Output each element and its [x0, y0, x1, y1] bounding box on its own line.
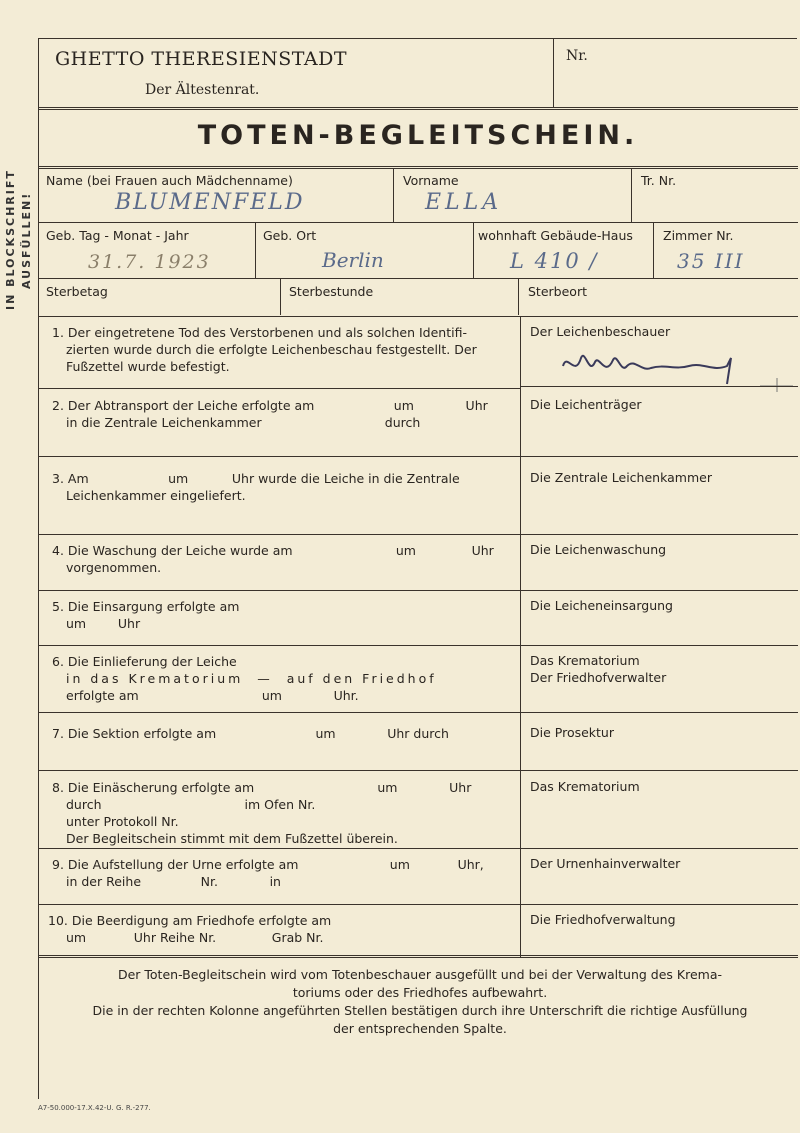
- rule: [38, 222, 798, 223]
- zimmer-value: 35 III: [677, 249, 745, 273]
- row-4-right: Die Leichenwaschung: [530, 542, 667, 557]
- name-label: Name (bei Frauen auch Mädchenname): [46, 173, 293, 188]
- row-5-right: Die Leicheneinsargung: [530, 598, 673, 613]
- footer-line-3: Die in der rechten Kolonne angeführten Stellen bestätigen durch ihre Unterschrift die richtige Ausfüllung: [92, 1003, 748, 1018]
- row-8-right: Das Krematorium: [530, 779, 640, 794]
- vorname-label: Vorname: [403, 173, 459, 188]
- footer-line-2: toriums oder des Friedhofes aufbewahrt.: [292, 985, 548, 1000]
- geb-tag-value: 31.7. 1923: [88, 251, 211, 273]
- zimmer-label: Zimmer Nr.: [663, 228, 734, 243]
- row-6-line-2: in das Krematorium — auf den Friedhof: [66, 671, 437, 686]
- name-value: BLUMENFELD: [115, 190, 305, 215]
- row-2-right: Die Leichenträger: [530, 397, 642, 412]
- row-1-line-2: zierten wurde durch die erfolgte Leichenbeschau festgestellt. Der: [66, 342, 477, 357]
- row-9-line-2: in der Reihe Nr. in: [66, 874, 281, 889]
- row-5-line-2: um Uhr: [66, 616, 141, 631]
- rule: [38, 590, 798, 591]
- header-subtitle: Der Ältestenrat.: [145, 82, 260, 98]
- header-nr-label: Nr.: [566, 48, 588, 64]
- row-3-line-2: Leichenkammer eingeliefert.: [66, 488, 246, 503]
- row-2-line-2: in die Zentrale Leichenkammer durch: [66, 415, 421, 430]
- header-title: GHETTO THERESIENSTADT: [55, 48, 348, 70]
- footer-line-1: Der Toten-Begleitschein wird vom Totenbeschauer ausgefüllt und bei der Verwaltung des Krema-: [117, 967, 723, 982]
- row-8-line-3: unter Protokoll Nr.: [66, 814, 179, 829]
- row-5-line-1: 5. Die Einsargung erfolgte am: [52, 599, 240, 614]
- rule: [38, 848, 798, 849]
- divider: [255, 223, 256, 278]
- wohnhaft-label: wohnhaft Gebäude-Haus: [478, 228, 633, 243]
- geb-ort-value: Berlin: [322, 248, 384, 272]
- row-8-line-2: durch im Ofen Nr.: [66, 797, 316, 812]
- row-7-line-1: 7. Die Sektion erfolgte am um Uhr durch: [52, 726, 449, 741]
- row-8-line-4: Der Begleitschein stimmt mit dem Fußzettel überein.: [66, 831, 398, 846]
- sterbestunde-label: Sterbestunde: [289, 284, 374, 299]
- rule: [38, 645, 798, 646]
- divider: [393, 168, 394, 222]
- print-code: A7-50.000-17.X.42-U. G. R.-277.: [38, 1104, 151, 1112]
- row-10-line-2: um Uhr Reihe Nr. Grab Nr.: [66, 930, 324, 945]
- row-10-right: Die Friedhofverwaltung: [530, 912, 676, 927]
- row-1-line-3: Fußzettel wurde befestigt.: [66, 359, 230, 374]
- divider: [473, 223, 474, 278]
- header-bottom-rule: [38, 107, 798, 110]
- divider: [631, 168, 632, 222]
- wohnhaft-value: L 410 /: [510, 249, 599, 273]
- rule: [38, 278, 798, 279]
- sidebar-instruction: [2, 155, 36, 325]
- row-4-line-1: 4. Die Waschung der Leiche wurde am um Uhr: [52, 543, 494, 558]
- sidebar-line-1: IN BLOCKSCHRIFT: [4, 169, 17, 311]
- footer-note: [60, 966, 780, 1038]
- geb-tag-label: Geb. Tag - Monat - Jahr: [46, 228, 189, 243]
- vorname-value: ELLA: [425, 190, 503, 215]
- row-3-line-1: 3. Am um Uhr wurde die Leiche in die Zentrale: [52, 471, 460, 486]
- rule: [520, 386, 798, 387]
- row-6-line-1: 6. Die Einlieferung der Leiche: [52, 654, 237, 669]
- rule: [38, 770, 798, 771]
- row-10-line-1: 10. Die Beerdigung am Friedhofe erfolgte am: [48, 913, 332, 928]
- row-6-right: Das Krematorium: [530, 653, 640, 668]
- row-6-right-2: Der Friedhofverwalter: [530, 670, 667, 685]
- row-3-right: Die Zentrale Leichenkammer: [530, 470, 712, 485]
- row-1-line-1: 1. Der eingetretene Tod des Verstorbenen und als solchen Identifi-: [52, 325, 467, 340]
- document-title: TOTEN-BEGLEITSCHEIN.: [197, 120, 639, 151]
- row-1-right: Der Leichenbeschauer: [530, 324, 671, 339]
- rule: [38, 712, 798, 713]
- row-6-line-3: erfolgte am um Uhr.: [66, 688, 359, 703]
- rule: [38, 534, 798, 535]
- geb-ort-label: Geb. Ort: [263, 228, 317, 243]
- row-2-line-1: 2. Der Abtransport der Leiche erfolgte am um Uhr: [52, 398, 488, 413]
- divider: [280, 279, 281, 315]
- row-4-line-2: vorgenommen.: [66, 560, 162, 575]
- trnr-label: Tr. Nr.: [641, 173, 677, 188]
- divider: [518, 279, 519, 315]
- footer-line-4: der entsprechenden Spalte.: [333, 1021, 507, 1036]
- divider: [653, 223, 654, 278]
- rule: [38, 904, 798, 905]
- sidebar-line-2: AUSFÜLLEN!: [20, 191, 33, 289]
- rule: [38, 388, 520, 389]
- header-divider: [553, 38, 554, 108]
- row-9-right: Der Urnenhainverwalter: [530, 856, 681, 871]
- title-bottom-rule: [38, 166, 798, 169]
- row-8-line-1: 8. Die Einäscherung erfolgte am um Uhr: [52, 780, 472, 795]
- column-divider: [520, 317, 521, 957]
- rule: [38, 456, 798, 457]
- rule: [38, 955, 798, 958]
- rule: [38, 316, 798, 317]
- sterbetag-label: Sterbetag: [46, 284, 108, 299]
- row-9-line-1: 9. Die Aufstellung der Urne erfolgte am um Uhr,: [52, 857, 484, 872]
- sterbeort-label: Sterbeort: [528, 284, 587, 299]
- row-7-right: Die Prosektur: [530, 725, 614, 740]
